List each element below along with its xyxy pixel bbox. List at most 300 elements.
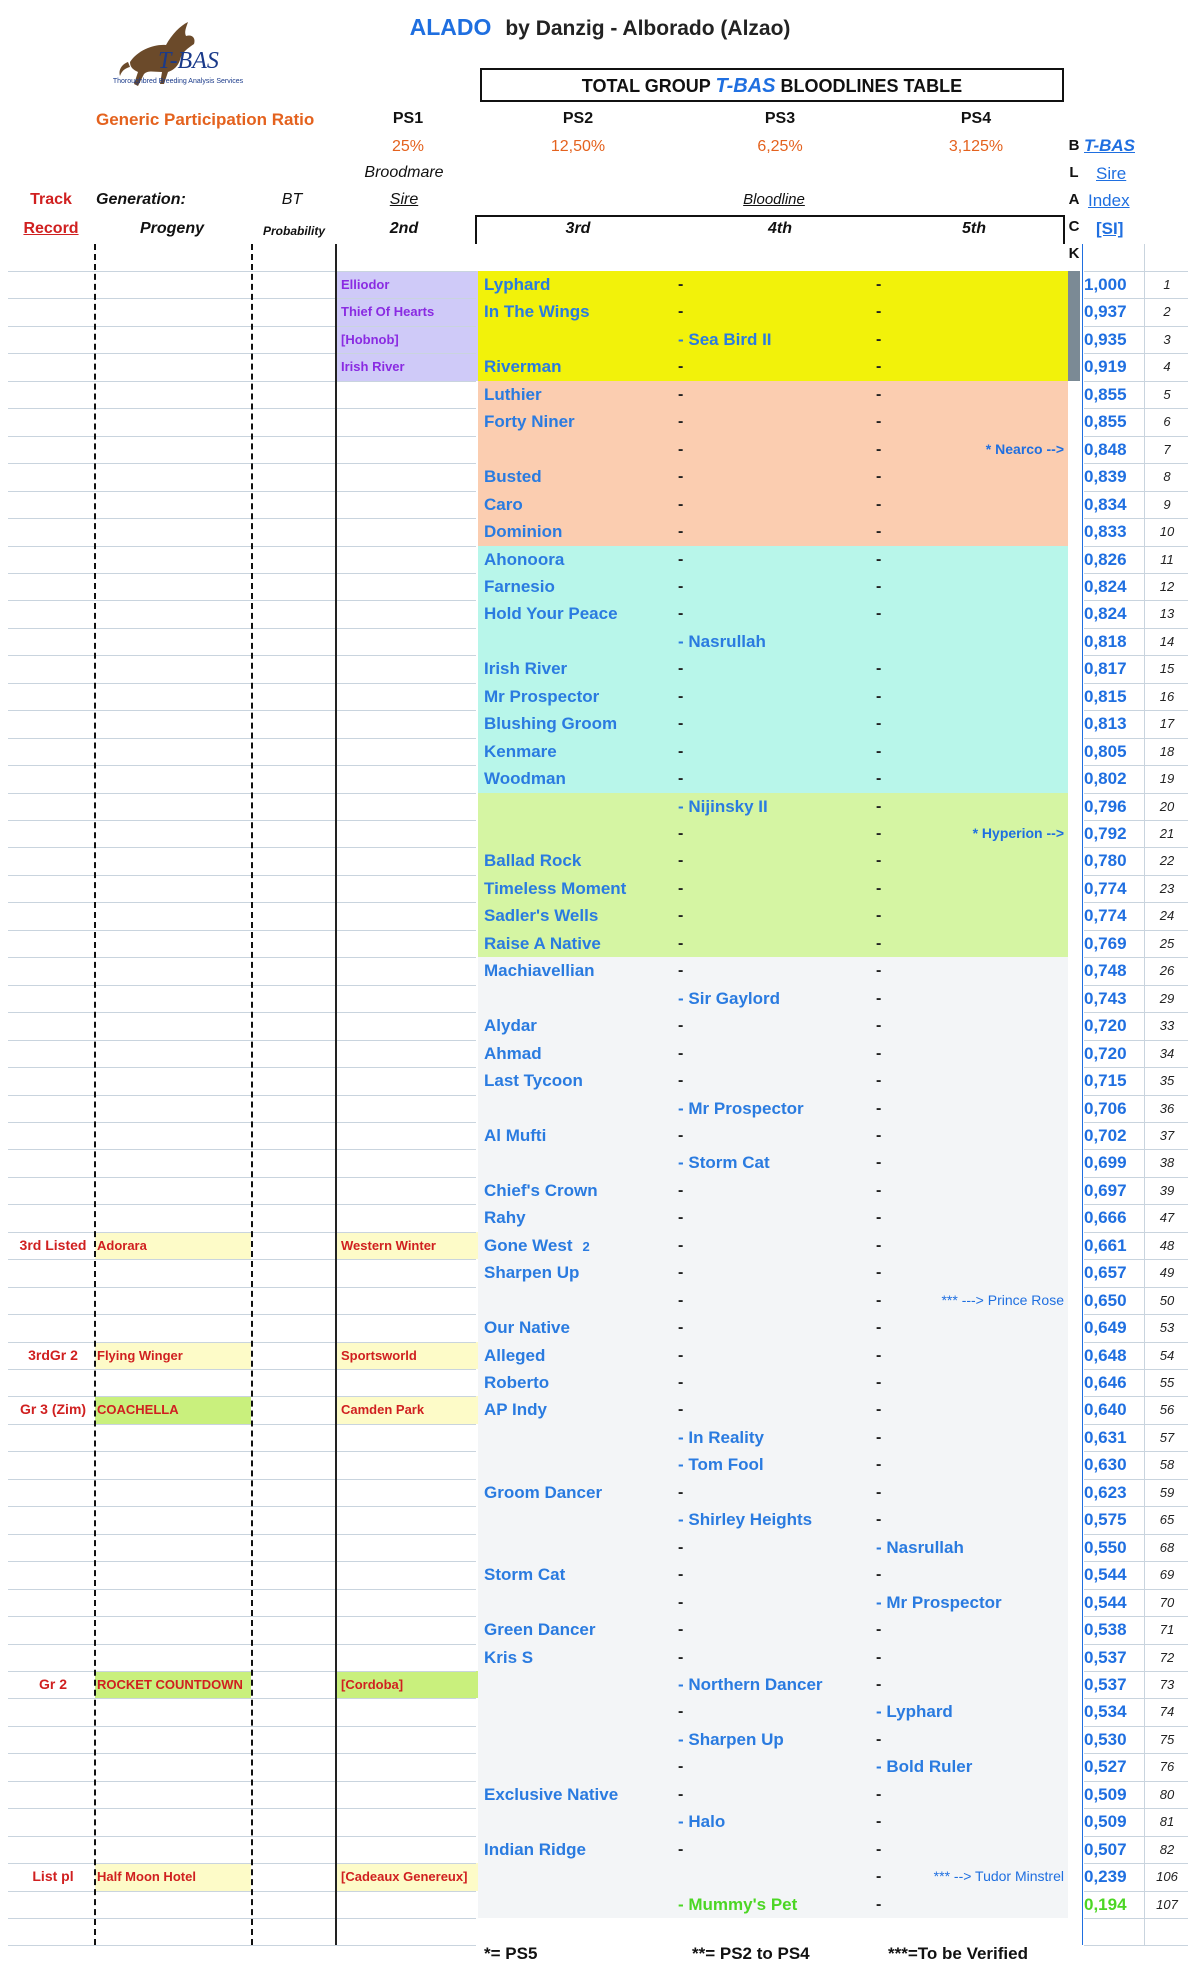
bloodline-3rd-name: Busted — [484, 467, 542, 487]
row-index: 107 — [1156, 1896, 1178, 1912]
sire-index: 0,935 — [1084, 329, 1127, 349]
row-index: 56 — [1159, 1402, 1175, 1418]
row-gridline — [1084, 1561, 1188, 1562]
sire-index: 0,720 — [1084, 1016, 1127, 1036]
bloodline-5th: - — [876, 1428, 882, 1446]
bloodline-4th: - Storm Cat — [678, 1153, 770, 1173]
sire-index: 0,826 — [1084, 549, 1127, 569]
bloodline-5th: - — [876, 770, 882, 788]
bloodline-4th: - — [678, 1044, 684, 1062]
row-gridline — [8, 1753, 476, 1754]
bloodline-4th: - Northern Dancer — [678, 1674, 823, 1694]
track-label: Track — [30, 191, 72, 208]
bloodline-3rd-name: Dominion — [484, 522, 563, 542]
row-index: 16 — [1159, 688, 1175, 704]
column-divider — [1082, 244, 1083, 1945]
sire-2nd: Thief Of Hearts — [341, 304, 435, 320]
black-letter-k: K — [1068, 245, 1080, 262]
row-gridline — [8, 820, 476, 821]
sire-index: 0,537 — [1084, 1674, 1127, 1694]
table-row — [0, 1781, 1200, 1809]
bloodline-5th: - — [876, 1374, 882, 1391]
bloodline-5th: - — [876, 934, 882, 952]
sire-index: 0,743 — [1084, 988, 1127, 1008]
bloodline-5th: - — [876, 852, 882, 870]
bloodline-5th: - — [876, 1785, 882, 1803]
bloodline-3rd — [484, 298, 674, 326]
table-row — [0, 1232, 1200, 1260]
bloodline-3rd — [484, 1122, 674, 1150]
bloodline-4th: - — [678, 962, 684, 980]
row-gridline — [8, 1314, 476, 1315]
bloodline-5th: - — [876, 1154, 882, 1172]
bloodline-3rd-name: AP Indy — [484, 1400, 547, 1420]
sire-index: 0,538 — [1084, 1620, 1127, 1640]
black-letter-b: B — [1068, 137, 1080, 154]
row-gridline — [1084, 793, 1188, 794]
bloodline-4th: - — [678, 523, 684, 541]
sire-link[interactable]: Sire — [1096, 164, 1127, 183]
row-gridline — [8, 1396, 476, 1397]
table-row — [0, 1451, 1200, 1479]
column-divider — [1144, 244, 1145, 1945]
table-row — [0, 847, 1200, 875]
sire-index: 0,507 — [1084, 1839, 1127, 1859]
row-gridline — [1084, 600, 1188, 601]
bloodline-3rd-name: Our Native — [484, 1318, 570, 1338]
sire-2nd: Irish River — [341, 359, 405, 375]
row-index: 74 — [1159, 1704, 1175, 1720]
sire-index: 0,715 — [1084, 1071, 1127, 1091]
bloodline-5th: - — [876, 797, 882, 815]
bloodline-4th: - — [678, 1126, 684, 1144]
row-gridline — [1084, 1863, 1188, 1864]
row-index: 54 — [1159, 1347, 1175, 1363]
row-index: 50 — [1159, 1292, 1175, 1308]
bloodline-5th: - — [876, 715, 882, 733]
row-gridline — [1084, 820, 1188, 821]
bloodline-4th: - — [678, 1264, 684, 1282]
row-gridline — [8, 546, 476, 547]
table-row — [0, 1424, 1200, 1452]
bloodline-3rd — [484, 1177, 674, 1205]
row-index: 36 — [1159, 1100, 1175, 1116]
row-gridline — [8, 1918, 476, 1919]
row-gridline — [8, 1644, 476, 1645]
index-link[interactable]: Index — [1088, 191, 1130, 210]
table-row — [0, 1040, 1200, 1068]
bloodline-4th: - Mr Prospector — [678, 1098, 804, 1118]
sire-2nd: [Hobnob] — [341, 331, 399, 347]
table-row — [0, 1342, 1200, 1370]
bloodline-3rd-name: Woodman — [484, 769, 566, 789]
row-gridline — [1084, 1149, 1188, 1150]
bloodline-3rd-name: Groom Dancer — [484, 1482, 603, 1502]
row-gridline — [1084, 1369, 1188, 1370]
row-index: 33 — [1159, 1018, 1175, 1034]
table-row — [0, 985, 1200, 1013]
bloodline-4th: - — [678, 1072, 684, 1090]
bloodline-3rd-name: Ahonoora — [484, 549, 565, 569]
bloodline-4th: - — [678, 605, 684, 623]
gen-4th: 4th — [768, 220, 792, 237]
ps2-pct: 12,50% — [550, 138, 606, 155]
row-index: 75 — [1159, 1731, 1175, 1747]
bloodline-3rd — [484, 381, 674, 409]
row-index: 26 — [1159, 963, 1175, 979]
sire-index: 0,544 — [1084, 1592, 1127, 1612]
row-gridline — [8, 1122, 476, 1123]
gen-2nd: 2nd — [389, 220, 419, 237]
row-gridline — [8, 1698, 476, 1699]
sire-index: 0,817 — [1084, 659, 1127, 679]
table-row — [0, 326, 1200, 354]
row-gridline — [8, 710, 476, 711]
bloodline-3rd-name: Sadler's Wells — [484, 906, 599, 926]
bloodline-3rd-name: Kenmare — [484, 741, 557, 761]
bloodline-3rd-name: Machiavellian — [484, 961, 595, 981]
row-gridline — [8, 930, 476, 931]
sire-index: 0,834 — [1084, 494, 1127, 514]
bloodline-4th: - — [678, 413, 684, 431]
row-gridline — [8, 1616, 476, 1617]
bloodline-5th: - — [876, 1291, 882, 1309]
row-gridline — [8, 902, 476, 903]
bloodline-4th: - — [678, 1648, 684, 1666]
sire-index: 0,657 — [1084, 1263, 1127, 1283]
bloodline-4th: - Halo — [678, 1812, 726, 1832]
row-gridline — [1084, 1040, 1188, 1041]
table-row — [0, 1177, 1200, 1205]
ps4-label: PS4 — [960, 110, 992, 127]
table-row — [0, 930, 1200, 958]
row-gridline — [1084, 1067, 1188, 1068]
bloodline-3rd-name: Rahy — [484, 1208, 526, 1228]
row-gridline — [8, 793, 476, 794]
sire-label: Sire — [389, 191, 419, 208]
bloodline-5th: - — [876, 358, 882, 376]
bloodline-3rd — [484, 1232, 674, 1260]
table-row — [0, 628, 1200, 656]
bloodline-4th: - — [678, 1374, 684, 1391]
bloodline-5th: - — [876, 1126, 882, 1144]
column-divider — [94, 244, 96, 1945]
bloodline-4th: - Sharpen Up — [678, 1729, 784, 1749]
bloodline-5th: - — [876, 1730, 882, 1748]
row-gridline — [1084, 1314, 1188, 1315]
row-gridline — [1084, 875, 1188, 876]
si-link[interactable]: [SI] — [1096, 219, 1124, 238]
bloodline-5th: - — [876, 907, 882, 925]
sire-index: 0,774 — [1084, 878, 1127, 898]
bloodline-4th: - — [678, 1593, 684, 1611]
table-row — [0, 820, 1200, 848]
row-gridline — [1084, 326, 1188, 327]
sire-index: 0,649 — [1084, 1318, 1127, 1338]
row-gridline — [8, 1067, 476, 1068]
sire-index: 0,937 — [1084, 302, 1127, 322]
bloodline-3rd — [484, 875, 674, 903]
bloodline-3rd-name: Storm Cat — [484, 1565, 566, 1585]
row-gridline — [8, 491, 476, 492]
row-gridline — [1084, 1616, 1188, 1617]
sire-index: 0,646 — [1084, 1373, 1127, 1392]
bloodline-5th: - Bold Ruler — [876, 1757, 973, 1777]
bloodline-3rd — [484, 1040, 674, 1068]
track-record: Gr 3 (Zim) — [19, 1401, 87, 1418]
table-row — [0, 1506, 1200, 1534]
bloodline-5th: - — [876, 276, 882, 293]
table-row — [0, 765, 1200, 793]
sire-index: 0,796 — [1084, 796, 1127, 816]
row-gridline — [8, 1451, 476, 1452]
table-row — [0, 1671, 1200, 1699]
bloodline-3rd-name: Green Dancer — [484, 1620, 596, 1640]
table-row — [0, 408, 1200, 436]
row-index: 76 — [1159, 1759, 1175, 1775]
sire-index: 0,802 — [1084, 769, 1127, 789]
horse-name: ALADO — [409, 14, 492, 40]
sire-index: 0,769 — [1084, 933, 1127, 953]
bloodline-3rd — [484, 1369, 674, 1397]
row-gridline — [8, 1424, 476, 1425]
bloodline-3rd-name: Hold Your Peace — [484, 604, 618, 624]
bloodline-3rd-name: Caro — [484, 494, 523, 514]
bloodline-4th: - — [678, 1840, 684, 1858]
row-index: 8 — [1163, 469, 1171, 485]
progeny-name: Half Moon Hotel — [97, 1869, 196, 1885]
row-gridline — [8, 1891, 476, 1892]
row-gridline — [1084, 1644, 1188, 1645]
bloodline-5th: - — [876, 495, 882, 513]
bloodline-3rd — [484, 847, 674, 875]
bloodline-3rd — [484, 271, 674, 299]
bloodline-5th: - — [876, 1456, 882, 1474]
row-gridline — [8, 738, 476, 739]
row-index: 5 — [1163, 386, 1171, 402]
table-row — [0, 1479, 1200, 1507]
gpr-label: Generic Participation Ratio — [96, 110, 315, 129]
bloodline-5th: - — [876, 1209, 882, 1227]
bloodline-3rd-name: Alydar — [484, 1016, 537, 1036]
sire-2nd: Camden Park — [341, 1402, 425, 1418]
track-record: 3rdGr 2 — [28, 1346, 78, 1363]
sire-index: 0,855 — [1084, 384, 1127, 404]
row-gridline — [8, 1287, 476, 1288]
bloodline-4th: - Mummy's Pet — [678, 1894, 798, 1914]
row-index: 34 — [1159, 1045, 1175, 1061]
logo-subtitle: Thoroughbred Breeding Analysis Services — [112, 78, 244, 85]
sire-index: 0,774 — [1084, 906, 1127, 926]
sire-index: 1,000 — [1084, 275, 1127, 294]
sire-2nd: Elliodor — [341, 277, 390, 292]
row-gridline — [8, 1149, 476, 1150]
bloodline-4th: - Shirley Heights — [678, 1510, 813, 1530]
progeny-name: Flying Winger — [97, 1347, 183, 1363]
bloodline-4th: - — [678, 468, 684, 486]
sire-index: 0,239 — [1084, 1867, 1127, 1887]
bloodline-3rd-name: Sharpen Up — [484, 1263, 580, 1283]
tbas-link[interactable]: T-BAS — [1084, 136, 1135, 155]
sire-2nd: [Cordoba] — [341, 1676, 404, 1692]
row-gridline — [8, 600, 476, 601]
bloodline-3rd — [484, 902, 674, 930]
table-row — [0, 1561, 1200, 1589]
bloodline-5th: - — [876, 577, 882, 595]
row-gridline — [8, 1506, 476, 1507]
row-index: 3 — [1163, 331, 1171, 347]
row-index: 9 — [1163, 496, 1171, 512]
row-gridline — [1084, 957, 1188, 958]
sire-index: 0,630 — [1084, 1455, 1127, 1475]
row-index: 57 — [1159, 1429, 1175, 1445]
progeny-name: COACHELLA — [97, 1402, 179, 1418]
row-gridline — [1084, 573, 1188, 574]
bloodline-3rd — [484, 491, 674, 519]
bloodline-label: Bloodline — [743, 191, 805, 208]
row-index: 37 — [1159, 1127, 1175, 1143]
row-gridline — [8, 1808, 476, 1809]
row-index: 71 — [1159, 1622, 1175, 1638]
bloodline-3rd-name: Blushing Groom — [484, 714, 618, 734]
table-row — [0, 875, 1200, 903]
bloodline-5th: - — [876, 1319, 882, 1337]
bloodline-4th: - Sir Gaylord — [678, 988, 781, 1008]
bloodline-5th: - — [876, 1868, 882, 1886]
bloodline-3rd — [484, 1259, 674, 1287]
bloodline-5th: - — [876, 523, 882, 541]
table-row — [0, 1259, 1200, 1287]
row-gridline — [1084, 1753, 1188, 1754]
bloodline-4th: - — [678, 715, 684, 733]
sire-index: 0,650 — [1084, 1290, 1127, 1310]
sire-index: 0,706 — [1084, 1098, 1127, 1118]
row-gridline — [8, 573, 476, 574]
row-gridline — [8, 683, 476, 684]
broodmare-label: Broodmare — [364, 164, 444, 181]
bloodline-4th: - — [678, 495, 684, 513]
row-gridline — [8, 1369, 476, 1370]
row-gridline — [1084, 1891, 1188, 1892]
bloodline-3rd-name: Farnesio — [484, 576, 555, 596]
bloodline-5th: - — [876, 989, 882, 1007]
bt-label: BT — [281, 191, 303, 208]
row-index: 73 — [1159, 1676, 1175, 1692]
table-row — [0, 1369, 1200, 1397]
bloodline-4th: - Nasrullah — [678, 631, 766, 651]
gen-5th: 5th — [962, 220, 986, 237]
bloodline-3rd-name: Riverman — [484, 357, 562, 377]
ps1-pct: 25% — [391, 138, 425, 155]
sire-index: 0,824 — [1084, 604, 1127, 624]
row-gridline — [1084, 1945, 1188, 1946]
table-row — [0, 1891, 1200, 1919]
ps1-label: PS1 — [392, 110, 424, 127]
sire-index: 0,666 — [1084, 1208, 1127, 1228]
bloodline-4th: - Sea Bird II — [678, 329, 772, 349]
row-index: 47 — [1159, 1210, 1175, 1226]
row-index: 39 — [1159, 1182, 1175, 1198]
black-marker — [1068, 353, 1080, 381]
sire-index: 0,537 — [1084, 1647, 1127, 1667]
bloodline-3rd — [484, 683, 674, 711]
bloodline-4th: - — [678, 660, 684, 678]
row-index: 49 — [1159, 1265, 1175, 1281]
bloodline-3rd — [484, 573, 674, 601]
row-gridline — [8, 847, 476, 848]
row-gridline — [1084, 1808, 1188, 1809]
row-gridline — [1084, 1342, 1188, 1343]
row-index: 58 — [1159, 1457, 1175, 1473]
bloodline-4th: - — [678, 907, 684, 925]
sire-index: 0,839 — [1084, 467, 1127, 487]
row-gridline — [8, 463, 476, 464]
bloodline-5th: - — [876, 742, 882, 760]
bloodline-3rd — [484, 1396, 674, 1424]
bloodline-4th: - — [678, 550, 684, 568]
row-gridline — [8, 1671, 476, 1672]
row-gridline — [1084, 847, 1188, 848]
table-row — [0, 271, 1200, 299]
bloodline-3rd-name: Luthier — [484, 384, 542, 404]
sire-2nd: Sportsworld — [341, 1347, 417, 1363]
row-gridline — [8, 1177, 476, 1178]
sire-index: 0,919 — [1084, 357, 1127, 377]
sire-index: 0,824 — [1084, 576, 1127, 596]
row-index: 10 — [1159, 524, 1175, 540]
row-gridline — [8, 353, 476, 354]
bloodline-4th: - — [678, 303, 684, 321]
table-row — [0, 1836, 1200, 1864]
row-gridline — [8, 326, 476, 327]
row-gridline — [8, 765, 476, 766]
bloodline-4th: - — [678, 1236, 684, 1254]
bloodline-3rd — [484, 1342, 674, 1370]
row-gridline — [1084, 1506, 1188, 1507]
row-gridline — [1084, 1287, 1188, 1288]
bloodline-3rd — [484, 930, 674, 958]
row-gridline — [1084, 1836, 1188, 1837]
row-gridline — [1084, 902, 1188, 903]
bloodline-5th: - — [876, 1895, 882, 1913]
gen-3rd: 3rd — [565, 220, 591, 237]
bloodline-5th: - — [876, 1264, 882, 1282]
row-gridline — [1084, 1479, 1188, 1480]
row-gridline — [8, 655, 476, 656]
row-gridline — [8, 1561, 476, 1562]
row-gridline — [8, 1589, 476, 1590]
row-index: 21 — [1159, 826, 1175, 841]
sire-index: 0,818 — [1084, 631, 1127, 651]
bloodline-5th: - — [876, 1236, 882, 1254]
row-gridline — [1084, 655, 1188, 656]
table-row — [0, 463, 1200, 491]
row-index: 18 — [1159, 743, 1175, 759]
table-row — [0, 1287, 1200, 1315]
bloodline-3rd — [484, 957, 674, 985]
table-row — [0, 1644, 1200, 1672]
row-gridline — [8, 1781, 476, 1782]
table-title-brand: T-BAS — [715, 75, 776, 97]
bloodline-5th: - — [876, 660, 882, 678]
bloodline-4th: - — [678, 1483, 684, 1501]
footer-note-2: **= PS2 to PS4 — [692, 1944, 810, 1963]
table-title: TOTAL GROUP T-BAS BLOODLINES TABLE — [480, 68, 1064, 102]
bloodline-5th: - — [876, 1511, 882, 1529]
row-gridline — [1084, 298, 1188, 299]
table-row — [0, 491, 1200, 519]
bloodline-5th: - — [876, 687, 882, 705]
